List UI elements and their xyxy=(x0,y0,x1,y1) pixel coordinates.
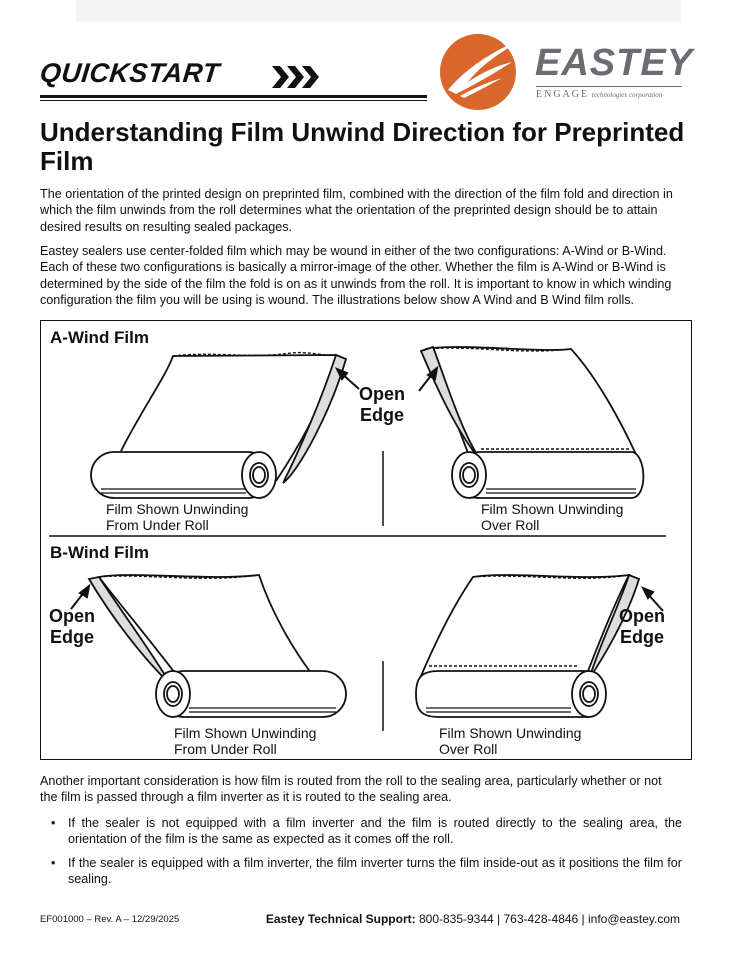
intro-paragraph: The orientation of the printed design on preprinted film, combined with the direction of the film fold and direction in which the film unwinds from the roll determines what the orientation of the preprinted design should be to attain desired results on resulting sealed packages. xyxy=(40,187,673,234)
caption-line-1: Film Shown Unwinding xyxy=(439,725,582,741)
support-contact: 800-835-9344 | 763-428-4846 | info@eastey.com xyxy=(418,912,680,926)
caption-line-2: Over Roll xyxy=(439,741,498,757)
b-wind-title: B-Wind Film xyxy=(50,543,149,562)
chevron-arrows-icon xyxy=(272,64,322,90)
quickstart-label: QUICKSTART xyxy=(38,58,222,88)
caption-line-1: Film Shown Unwinding xyxy=(174,725,317,741)
document-id: EF001000 – Rev. A – 12/29/2025 xyxy=(40,914,180,925)
top-band xyxy=(76,0,681,22)
open-edge-label-b-left xyxy=(49,606,95,648)
caption-line-1: Film Shown Unwinding xyxy=(481,501,624,517)
header-rule-thin xyxy=(40,100,427,101)
a-wind-under-roll xyxy=(91,353,346,498)
open-edge-word-2: Edge xyxy=(50,627,95,647)
header-rule xyxy=(40,95,427,98)
support-label: Eastey Technical Support: xyxy=(265,912,416,926)
open-edge-label-b-right xyxy=(619,606,665,648)
caption-b-over xyxy=(439,725,581,757)
page-title: Understanding Film Unwind Direction for Preprinted Film xyxy=(40,117,685,176)
brand-tagline xyxy=(536,86,682,100)
open-edge-word-1: Open xyxy=(619,606,666,626)
eastey-logo-icon xyxy=(438,32,528,112)
caption-line-2: Over Roll xyxy=(481,517,540,533)
caption-line-2: From Under Roll xyxy=(106,517,209,533)
routing-paragraph: Another important consideration is how film is routed from the roll to the sealing area, particularly whether or not the film is passed through a film inverter as it is routed to the sealing area. xyxy=(40,774,662,805)
list-item: • If the sealer is equipped with a film inverter, the film inverter turns the film inside-out as it positions the film for sealing. xyxy=(40,856,682,887)
a-wind-title: A-Wind Film xyxy=(50,328,149,347)
open-edge-arrow-icon xyxy=(419,368,437,391)
brand-tag-sub: technologies corporation xyxy=(591,91,663,99)
brand-tag-main: ENGAGE xyxy=(536,89,590,100)
open-edge-label-a xyxy=(359,384,405,426)
open-edge-word-1: Open xyxy=(49,606,96,626)
a-wind-over-roll xyxy=(421,347,643,498)
open-edge-word-2: Edge xyxy=(620,627,665,647)
film-wind-figure xyxy=(40,320,692,760)
caption-line-1: Film Shown Unwinding xyxy=(106,501,249,517)
list-item: • If the sealer is not equipped with a film inverter and the film is routed directly to the sealing area, the orientation of the film is the same as expected as it comes off the roll. xyxy=(40,816,682,847)
inverter-bullet-list xyxy=(40,816,682,896)
brand-name: EASTEY xyxy=(535,42,694,84)
b-wind-under-roll xyxy=(89,575,346,717)
wind-paragraph: Eastey sealers use center-folded film which may be wound in either of the two configurations: A-Wind or B-Wind. Each of these two configurations is basically a mirror-image of the other. Whether the film is A-Wind or B-Wind is determined by the side of the film the fold is on as it unwinds from the roll. It is important to know in which winding configuration the film you will be using is wound. The illustrations below show A Wind and B Wind film rolls. xyxy=(40,244,672,308)
open-edge-word-1: Open xyxy=(359,384,406,404)
caption-line-2: From Under Roll xyxy=(174,741,277,757)
support-contact-line xyxy=(266,912,680,926)
caption-a-under xyxy=(106,501,248,533)
b-wind-over-roll xyxy=(416,575,639,717)
caption-a-over xyxy=(481,501,623,533)
caption-b-under xyxy=(174,725,316,757)
open-edge-word-2: Edge xyxy=(360,405,405,425)
